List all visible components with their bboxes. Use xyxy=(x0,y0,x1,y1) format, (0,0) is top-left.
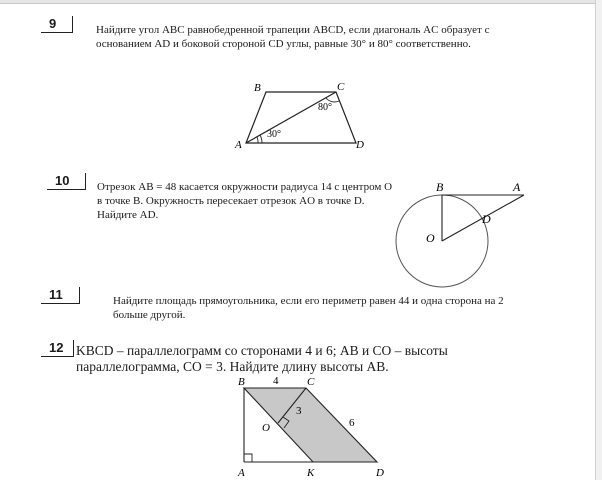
label-9-B: B xyxy=(254,82,261,94)
label-10-D: D xyxy=(482,212,491,226)
height-label-3: 3 xyxy=(296,405,302,417)
problem-11-number: 11 xyxy=(41,287,80,304)
problem-12-text-line2: параллелограмма, CO = 3. Найдите длину высоты AB. xyxy=(76,359,389,374)
label-12-K: K xyxy=(307,467,315,479)
label-12-D: D xyxy=(376,467,384,479)
problem-9-number: 9 xyxy=(41,16,73,33)
label-9-A: A xyxy=(235,139,242,151)
side-label-4: 4 xyxy=(273,375,279,387)
angle-label-80: 80° xyxy=(318,102,332,113)
label-12-O: O xyxy=(262,422,270,434)
problem-12-number: 12 xyxy=(41,340,74,357)
side-label-6: 6 xyxy=(349,417,355,429)
problem-10-text: Отрезок AB = 48 касается окружности радиуса 14 с центром O в точке B. Окружность пересекает отрезок AO в точке D. Найдите AD. xyxy=(97,181,393,221)
label-9-C: C xyxy=(337,81,345,93)
label-9-D: D xyxy=(356,139,364,151)
problem-10-number: 10 xyxy=(47,173,86,190)
problem-11-text: Найдите площадь прямоугольника, если его периметр равен 44 и одна сторона на 2 больше другой. xyxy=(113,295,504,321)
label-12-B: B xyxy=(238,376,245,388)
label-10-B: B xyxy=(436,180,444,194)
problem-9-text: Найдите угол ABC равнобедренной трапеции ABCD, если диагональ AC образует с основанием AD и боковой стороной CD углы, равные 30° и 80° соответственно. xyxy=(96,24,490,50)
label-12-A: A xyxy=(238,467,245,479)
label-10-A: A xyxy=(513,180,521,194)
problem-12-text-line1: KBCD – параллелограмм со сторонами 4 и 6; AB и CO – высоты xyxy=(76,343,448,358)
label-12-C: C xyxy=(307,376,315,388)
angle-label-30: 30° xyxy=(267,129,281,140)
label-10-O: O xyxy=(426,231,435,245)
